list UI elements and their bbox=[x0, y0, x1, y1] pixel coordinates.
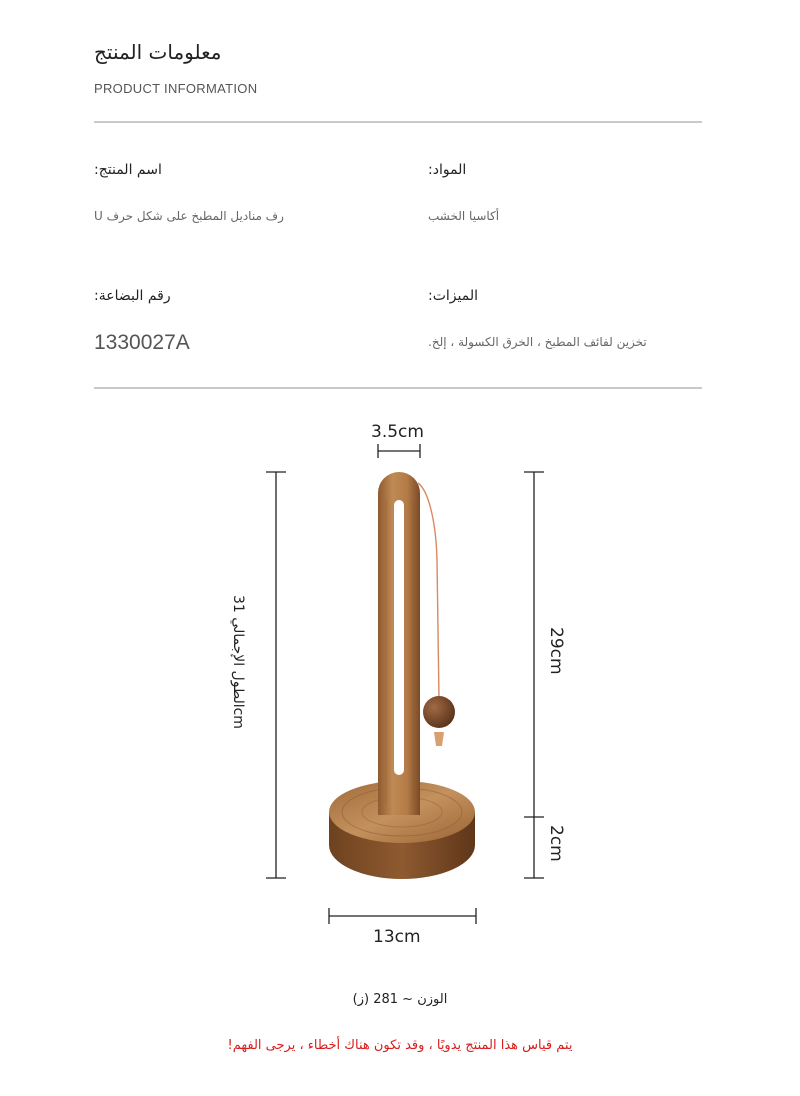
dimension-top-width bbox=[378, 444, 420, 458]
page-title-arabic: معلومات المنتج bbox=[94, 40, 222, 64]
page-title-english: PRODUCT INFORMATION bbox=[94, 81, 258, 96]
sku-label: :رقم البضاعة bbox=[94, 288, 171, 304]
label-base-width: 13cm bbox=[373, 927, 421, 947]
dimension-total-height bbox=[266, 472, 286, 878]
label-base-height: 2cm bbox=[546, 825, 566, 862]
product-name-label: :اسم المنتج bbox=[94, 162, 162, 178]
features-label: :الميزات bbox=[428, 288, 478, 304]
features-value: .تخزين لفائف المطبخ ، الخرق الكسولة ، إلخ bbox=[428, 335, 647, 349]
measurement-note: !يتم قياس هذا المنتج يدويًا ، وقد تكون هناك أخطاء ، يرجى الفهم bbox=[227, 1038, 573, 1053]
dimension-right-heights bbox=[524, 472, 544, 878]
material-value: أكاسيا الخشب bbox=[428, 209, 500, 223]
weight-text: الوزن ~ 281 (ز) bbox=[352, 992, 448, 1007]
holder-upright bbox=[378, 472, 420, 815]
product-name-value: U رف مناديل المطبخ على شكل حرف bbox=[94, 209, 284, 223]
material-label: :المواد bbox=[428, 162, 467, 178]
dimension-base-width bbox=[329, 908, 476, 924]
label-top-width: 3.5cm bbox=[371, 422, 424, 442]
hanging-ball-cord bbox=[418, 483, 455, 746]
sku-value: 1330027A bbox=[94, 331, 190, 354]
label-total-height: الطول الإجمالي 31cm bbox=[230, 595, 246, 729]
label-upper-height: 29cm bbox=[546, 627, 566, 675]
